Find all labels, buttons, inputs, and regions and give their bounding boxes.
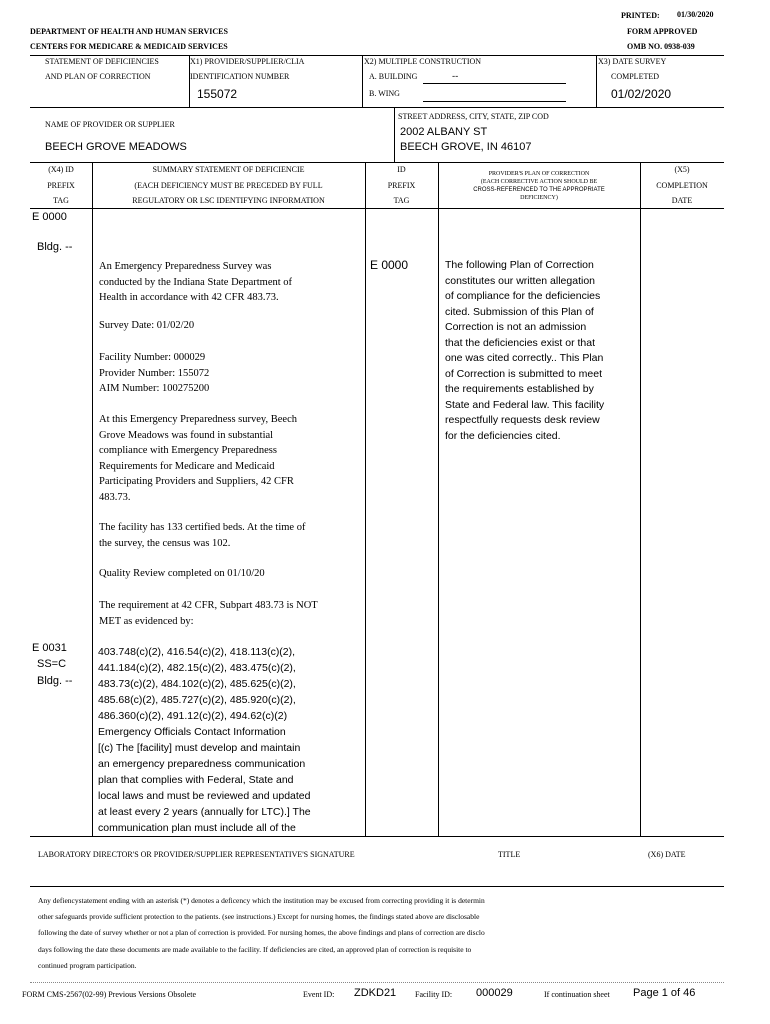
x4-header-line1: (X4) ID bbox=[48, 165, 74, 174]
signature-label: LABORATORY DIRECTOR'S OR PROVIDER/SUPPLIER REPRESENTATIVE'S SIGNATURE bbox=[38, 850, 355, 859]
disclaimer: Any defiencystatement ending with an asterisk (*) denotes a deficency which the institution may be excused from correcting providing it is determin other safeguards provide sufficient protection to the patients. (see instructions.) Except for nursing homes, the findings stated above are disclosable following the date of survey whether or not a plan of correction is provided. For nursing homes, the above findings and plans of correction are disclo days following the date these documents are made available to the facility. If deficiencies are cited, an approved plan of correction is requisite to continued program participation. bbox=[38, 896, 485, 970]
statement-label-line2: AND PLAN OF CORRECTION bbox=[45, 72, 151, 81]
address-line1: 2002 ALBANY ST bbox=[400, 126, 488, 138]
x3-label-line2: COMPLETED bbox=[611, 72, 659, 81]
signature-date-label: (X6) DATE bbox=[648, 850, 686, 859]
provider-name-value: BEECH GROVE MEADOWS bbox=[45, 141, 187, 153]
summary-paragraph-4: The requirement at 42 CFR, Subpart 483.73 is NOT MET as evidenced by: bbox=[99, 600, 318, 627]
signature-title-label: TITLE bbox=[498, 850, 521, 859]
plan-of-correction-text: The following Plan of Correction constitutes our written allegation of compliance for the deficiencies cited. Submission of this Plan of Correction is not an admission that the deficiencies exist or that one was cited correctly.. This Plan of Correction is submitted to meet the requirements established by State and Federal law. This facility respectfully requests desk review for the deficiencies cited. bbox=[445, 259, 605, 442]
x3-label-line1: X3) DATE SURVEY bbox=[598, 57, 667, 66]
plan-header-line1: PROVIDER'S PLAN OF CORRECTION bbox=[488, 171, 590, 177]
x4-header-line2: PREFIX bbox=[47, 181, 75, 190]
summary-paragraph-1: An Emergency Preparedness Survey was conducted by the Indiana State Department of Health in accordance with 42 CFR 483.73. bbox=[99, 261, 293, 303]
omb-number: OMB NO. 0938-039 bbox=[627, 42, 695, 51]
building-label: A. BUILDING bbox=[369, 72, 418, 81]
centers-title: CENTERS FOR MEDICARE & MEDICAID SERVICES bbox=[30, 42, 228, 51]
tag-e0000: E 0000 bbox=[32, 211, 67, 223]
plan-header-line2: (EACH CORRECTIVE ACTION SHOULD BE bbox=[480, 179, 598, 185]
x1-label-line1: X1) PROVIDER/SUPPLIER/CLIA bbox=[190, 57, 305, 66]
bldg-label-2: Bldg. -- bbox=[37, 675, 73, 687]
continuation-label: If continuation sheet bbox=[544, 990, 610, 999]
address-label: STREET ADDRESS, CITY, STATE, ZIP COD bbox=[398, 112, 549, 121]
severity-scope: SS=C bbox=[37, 658, 67, 670]
quality-review: Quality Review completed on 01/10/20 bbox=[99, 568, 265, 579]
form-number: FORM CMS-2567(02-99) Previous Versions Obsolete bbox=[22, 990, 197, 999]
id-header-line1: ID bbox=[397, 165, 406, 174]
page-number: Page 1 of 46 bbox=[633, 987, 696, 999]
x5-header-line1: (X5) bbox=[674, 165, 690, 174]
summary-header-line3: REGULATORY OR LSC IDENTIFYING INFORMATION bbox=[132, 196, 325, 205]
summary-paragraph-3: The facility has 133 certified beds. At the time of the survey, the census was 102. bbox=[99, 522, 306, 549]
id-header-line3: TAG bbox=[393, 196, 410, 205]
summary-header-line1: SUMMARY STATEMENT OF DEFICIENCIE bbox=[152, 165, 305, 174]
x1-label-line2: IDENTIFICATION NUMBER bbox=[190, 72, 290, 81]
printed-label: PRINTED: bbox=[621, 11, 660, 20]
printed-date: 01/30/2020 bbox=[677, 10, 714, 19]
x2-label: X2) MULTIPLE CONSTRUCTION bbox=[364, 57, 482, 66]
statement-label-line1: STATEMENT OF DEFICIENCIES bbox=[45, 57, 159, 66]
e0031-regulation-text: 403.748(c)(2), 416.54(c)(2), 418.113(c)(2), 441.184(c)(2), 482.15(c)(2), 483.475(c)(2), 483.73(c)(2), 484.102(c)(2), 485.625(c)(2), 485.68(c)(2), 485.727(c)(2), 485.920(c)(2), 486.360(c)(2), 491.12(c)(2), 494.62(c)(2) Emergency Officials Contact Information [(c) The [facility] must develop and maintain an emergency preparedness communication plan that complies with Federal, State and local laws and must be reviewed and updated at least every 2 years (annually for LTC).] The communication plan must include all of the bbox=[98, 646, 311, 834]
event-id-label: Event ID: bbox=[303, 990, 335, 999]
x5-header-line2: COMPLETION bbox=[656, 181, 708, 190]
x5-header-line3: DATE bbox=[671, 196, 693, 205]
address-line2: BEECH GROVE, IN 46107 bbox=[400, 141, 532, 153]
tag-e0031: E 0031 bbox=[32, 642, 67, 654]
provider-name-label: NAME OF PROVIDER OR SUPPLIER bbox=[45, 120, 175, 129]
event-id-value: ZDKD21 bbox=[354, 987, 397, 999]
facility-info: Facility Number: 000029 Provider Number: 155072 AIM Number: 100275200 bbox=[99, 352, 210, 394]
facility-id-value: 000029 bbox=[476, 987, 513, 999]
form-approved: FORM APPROVED bbox=[627, 27, 698, 36]
survey-completed-date: 01/02/2020 bbox=[611, 87, 672, 101]
plan-header-line4: DEFICIENCY) bbox=[520, 195, 558, 201]
id-header-line2: PREFIX bbox=[387, 181, 416, 190]
summary-header-line2: (EACH DEFICIENCY MUST BE PRECEDED BY FULL bbox=[134, 181, 323, 190]
x4-header-line3: TAG bbox=[53, 196, 69, 205]
department-title: DEPARTMENT OF HEALTH AND HUMAN SERVICES bbox=[30, 27, 228, 36]
id-prefix-e0000: E 0000 bbox=[370, 258, 409, 272]
survey-date: Survey Date: 01/02/20 bbox=[99, 320, 195, 331]
wing-label: B. WING bbox=[369, 89, 400, 98]
summary-paragraph-2: At this Emergency Preparedness survey, Beech Grove Meadows was found in substantial compliance with Emergency Preparedness Requirements for Medicare and Medicaid Participating Providers and Suppliers, 42 CFR 483.73. bbox=[99, 414, 297, 503]
building-value: -- bbox=[452, 71, 459, 82]
provider-id-number: 155072 bbox=[197, 87, 238, 101]
facility-id-label: Facility ID: bbox=[415, 990, 453, 999]
plan-header-line3: CROSS-REFERENCED TO THE APPROPRIATE bbox=[473, 187, 605, 193]
bldg-label-1: Bldg. -- bbox=[37, 241, 73, 253]
